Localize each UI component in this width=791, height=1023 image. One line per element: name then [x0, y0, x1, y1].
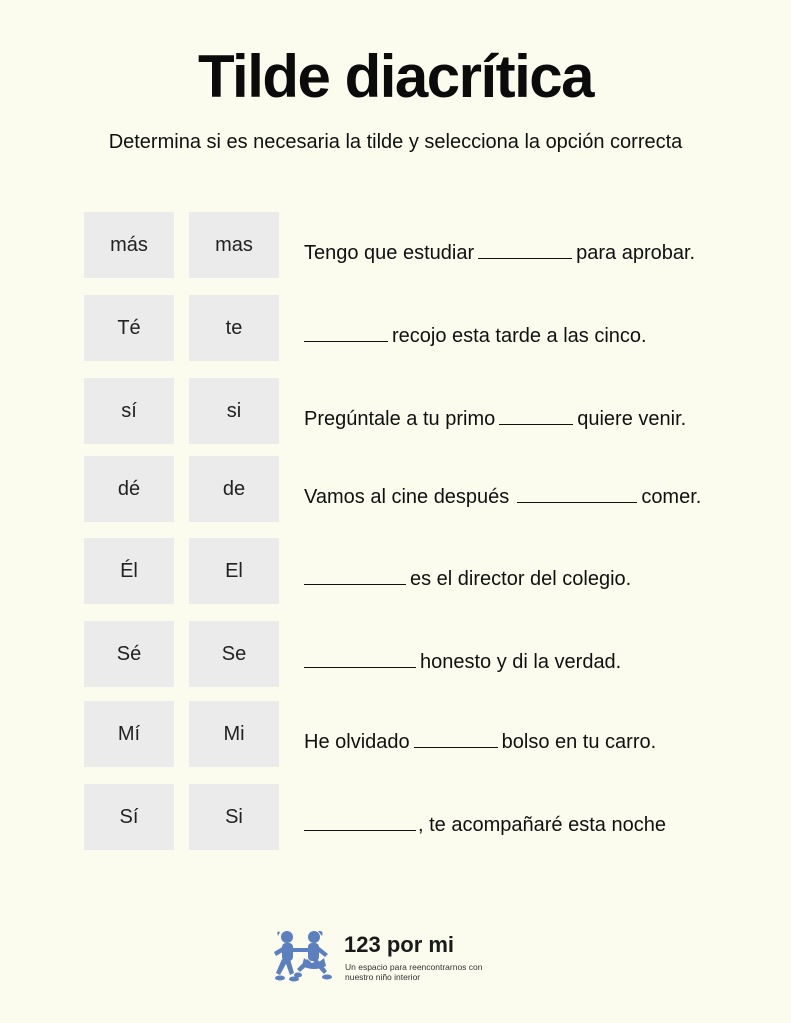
- exercise-row: [0, 621, 791, 687]
- option-accented[interactable]: dé: [84, 456, 174, 522]
- sentence: [304, 812, 666, 837]
- sentence: [304, 406, 686, 431]
- sentence-after: comer.: [641, 486, 702, 508]
- sentence: [304, 323, 647, 348]
- option-plain[interactable]: de: [189, 456, 279, 522]
- brand-tagline: Un espacio para reencontrarnos con nuestro niño interior: [345, 962, 483, 982]
- option-accented[interactable]: Él: [84, 538, 174, 604]
- exercise-row: [0, 378, 791, 444]
- exercise-row: [0, 784, 791, 850]
- answer-blank[interactable]: [414, 729, 498, 748]
- sentence-after: honesto y di la verdad.: [420, 651, 622, 673]
- exercise-row: [0, 701, 791, 767]
- option-accented[interactable]: más: [84, 212, 174, 278]
- exercise-row: [0, 456, 791, 522]
- answer-blank[interactable]: [478, 240, 572, 259]
- sentence-before: Tengo que estudiar: [304, 242, 475, 264]
- page-subtitle: Determina si es necesaria la tilde y selecciona la opción correcta: [108, 131, 683, 153]
- exercise-row: [0, 212, 791, 278]
- option-accented[interactable]: Sé: [84, 621, 174, 687]
- option-plain[interactable]: te: [189, 295, 279, 361]
- answer-blank[interactable]: [499, 406, 573, 425]
- answer-blank[interactable]: [304, 323, 388, 342]
- option-accented[interactable]: sí: [84, 378, 174, 444]
- option-accented[interactable]: Mí: [84, 701, 174, 767]
- option-plain[interactable]: mas: [189, 212, 279, 278]
- sentence-after: es el director del colegio.: [410, 568, 632, 590]
- answer-blank[interactable]: [517, 484, 637, 503]
- exercise-row: [0, 538, 791, 604]
- sentence-before: Pregúntale a tu primo: [304, 408, 496, 430]
- answer-blank[interactable]: [304, 649, 416, 668]
- sentence-before: Vamos al cine después: [304, 486, 510, 508]
- sentence: [304, 240, 695, 265]
- sentence-after: , te acompañaré esta noche: [418, 814, 666, 836]
- option-plain[interactable]: El: [189, 538, 279, 604]
- sentence: [304, 729, 656, 754]
- exercise-row: [0, 295, 791, 361]
- option-plain[interactable]: Si: [189, 784, 279, 850]
- children-playing-icon: [272, 928, 334, 984]
- sentence-after: recojo esta tarde a las cinco.: [392, 325, 647, 347]
- sentence: [304, 566, 631, 591]
- option-accented[interactable]: Té: [84, 295, 174, 361]
- option-plain[interactable]: Mi: [189, 701, 279, 767]
- brand-name: 123 por mi: [344, 932, 455, 957]
- answer-blank[interactable]: [304, 566, 406, 585]
- sentence-after: bolso en tu carro.: [501, 731, 657, 753]
- footer-logo: [246, 920, 506, 986]
- sentence-before: He olvidado: [304, 731, 410, 753]
- option-plain[interactable]: Se: [189, 621, 279, 687]
- page-title: Tilde diacrítica: [197, 43, 594, 110]
- sentence: [304, 484, 701, 509]
- sentence: [304, 649, 621, 674]
- option-plain[interactable]: si: [189, 378, 279, 444]
- option-accented[interactable]: Sí: [84, 784, 174, 850]
- sentence-after: para aprobar.: [576, 242, 696, 264]
- answer-blank[interactable]: [304, 812, 416, 831]
- sentence-after: quiere venir.: [577, 408, 687, 430]
